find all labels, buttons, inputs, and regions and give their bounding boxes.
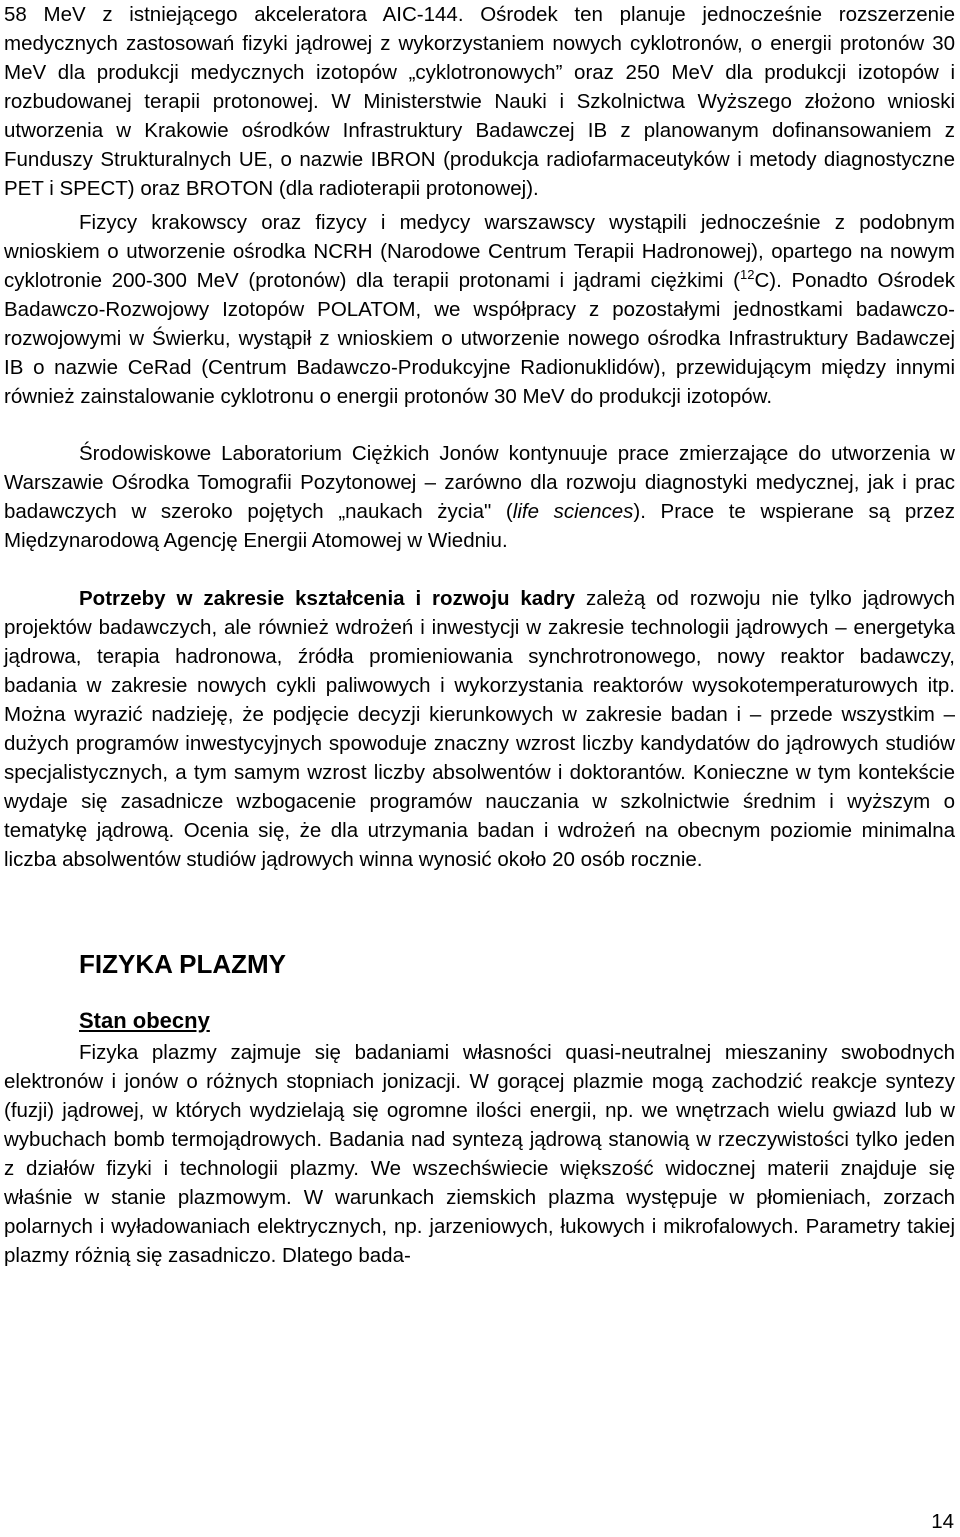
section-heading: FIZYKA PLAZMY [79, 949, 287, 979]
paragraph-text: Środowiskowe Laboratorium Ciężkich Jonów kontynuuje prace zmierzające do utworzenia w Warszawie Ośrodka Tomografii Pozytonowej – zarówno dla rozwoju diagnostyki medycznej, jak i prac badawczych w szeroko pojętych „naukach życia" ( [4, 442, 955, 523]
paragraph-text: zależą od rozwoju nie tylko jądrowych projektów badawczych, ale również wdrożeń i inwestycji w zakresie technologii jądrowych – energetyka jądrowa, terapia hadronowa, źródła promieniowania synchrotronowego, nowy reaktor badawczy, badania w zakresie nowych cykli paliwowych i wykorzystania reaktorów wysokotemperaturowych itp. Można wyrazić nadzieję, że podjęcie decyzji kierunkowych w zakresie badan i – przede wszystkim – dużych programów inwestycyjnych spowoduje znaczny wzrost liczby kandydatów do jądrowych studiów specjalistycznych, a tym samym wzrost liczby absolwentów i doktorantów. Konieczne w tym kontekście wydaje się zasadnicze wzbogacenie programów nauczania w szkolnictwie średnim i wyższym o tematykę jądrową. Ocenia się, że dla utrzymania badan i wdrożeń na obecnym poziomie minimalna liczba absolwentów studiów jądrowych winna wynosić około 20 osób rocznie. [4, 587, 955, 871]
paragraph-text: Fizycy krakowscy oraz fizycy i medycy warszawscy wystąpili jednocześnie z podobnym wnioskiem o utworzenie ośrodka NCRH (Narodowe Centrum Terapii Hadronowej), opartego na nowym cyklotronie 200-300 MeV (protonów) dla terapii protonami i jądrami ciężkimi ( [4, 211, 955, 292]
paragraph-text: ). Prace te wspierane są przez Międzynarodową Agencję Energii Atomowej w Wiedniu. [4, 500, 955, 552]
paragraph-text: Fizyka plazmy zajmuje się badaniami własności quasi-neutralnej mieszaniny swobodnych elektronów i jonów o różnych stopniach jonizacji. W gorącej plazmie mogą zachodzić reakcje syntezy (fuzji) jądrowej, w których wydzielają się ogromne ilości energii, np. we wnętrzach wielu gwiazd lub w wybuchach bomb termojądrowych. Badania nad syntezą jądrową stanowią w rzeczywistości tylko jeden z działów fizyki i technologii plazmy. We wszechświecie większość widocznej materii znajduje się właśnie w stanie plazmowym. W warunkach ziemskich plazma występuje w płomieniach, zorzach polarnych i wyładowaniach elektrycznych, np. jarzeniowych, łukowych i mikrofalowych. Parametry takiej plazmy różnią się zasadniczo. Dlatego bada- [4, 1041, 955, 1267]
paragraph-text: C). Ponadto Ośrodek Badawczo-Rozwojowy Izotopów POLATOM, we współpracy z pozostałymi jednostkami badawczo-rozwojowymi w Świerku, wystąpił z wnioskiem o utworzenie nowego ośrodka Infrastruktury Badawczej IB o nazwie CeRad (Centrum Badawczo-Produkcyjne Radionuklidów), przewidującym między innymi również zainstalowanie cyklotronu o energii protonów 30 MeV do produkcji izotopów. [4, 269, 955, 408]
subsection-heading: Stan obecny [79, 1008, 210, 1033]
paragraph-plasma [4, 1038, 955, 1270]
paragraph-text: 58 MeV z istniejącego akceleratora AIC-144. Ośrodek ten planuje jednocześnie rozszerzenie medycznych zastosowań fizyki jądrowej z wykorzystaniem nowych cyklotronów, o energii protonów 30 MeV dla produkcji medycznych izotopów „cyklotronowych” oraz 250 MeV dla produkcji izotopów i rozbudowanej terapii protonowej. W Ministerstwie Nauki i Szkolnictwa Wyższego złożono wnioski utworzenia w Krakowie ośrodków Infrastruktury Badawczej IB z planowanym dofinansowaniem z Funduszy Strukturalnych UE, o nazwie IBRON (produkcja radiofarmaceutyków i metody diagnostyczne PET i SPECT) oraz BROTON (dla radioterapii protonowej). [4, 3, 955, 200]
italic-term: life sciences [512, 500, 634, 523]
paragraph-heavy-ion-lab [4, 439, 955, 555]
superscript-mass-number: 12 [739, 267, 755, 283]
page-number: 14 [931, 1510, 954, 1533]
document-page [4, 0, 955, 1270]
bold-lead-phrase: Potrzeby w zakresie kształcenia i rozwoju kadry [79, 587, 576, 610]
paragraph-education [4, 584, 955, 874]
paragraph-cyclotrons [4, 0, 955, 203]
paragraph-ncrh [4, 208, 955, 411]
